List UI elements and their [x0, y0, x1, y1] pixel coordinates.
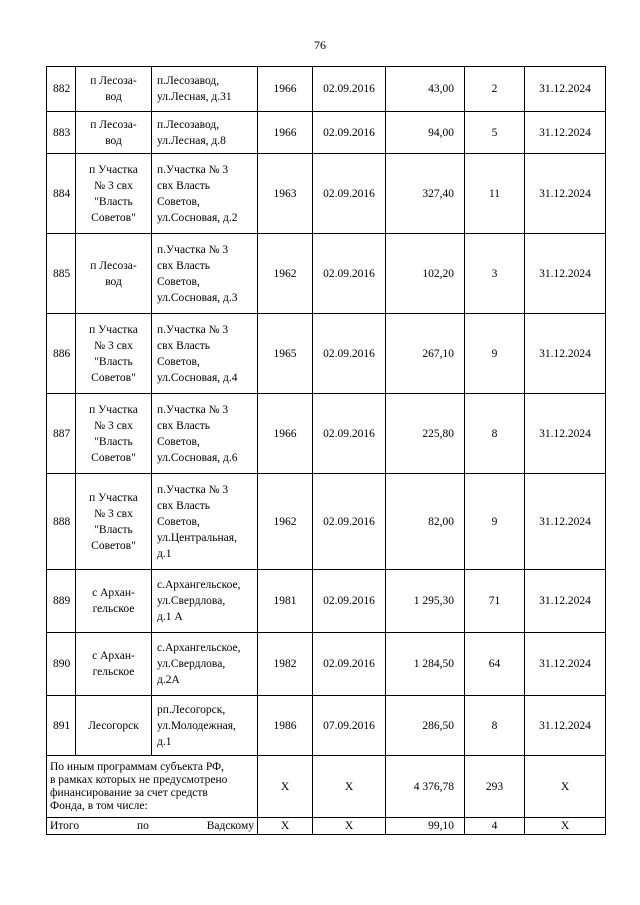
date-cell: 02.09.2016 [313, 570, 386, 633]
address-line: с.Архангельское, [157, 579, 241, 591]
locality-cell [76, 154, 152, 234]
year-cell: 1962 [258, 474, 313, 570]
address-line: с.Архангельское, [157, 642, 241, 654]
area-cell: 102,20 [386, 234, 465, 314]
address-line: свх Власть [157, 499, 211, 512]
table-body [47, 67, 606, 835]
area-cell: 327,40 [386, 154, 465, 234]
total-area: 99,10 [386, 818, 465, 835]
locality-cell [76, 112, 152, 154]
date-cell: 02.09.2016 [313, 112, 386, 154]
table-row [47, 570, 606, 633]
summary-label [47, 756, 258, 818]
address-line: п.Участка № 3 [157, 243, 229, 256]
address-line: ул.Свердлова, [157, 658, 226, 670]
area-cell: 286,50 [386, 696, 465, 756]
year-cell: 1963 [258, 154, 313, 234]
area-cell: 267,10 [386, 314, 465, 394]
address-line: п.Участка № 3 [157, 483, 229, 496]
date-cell: 07.09.2016 [313, 696, 386, 756]
deadline-cell: 31.12.2024 [525, 696, 606, 756]
locality-cell [76, 314, 152, 394]
deadline-cell: 31.12.2024 [525, 234, 606, 314]
address-line: д.1 [157, 735, 172, 748]
row-number: 886 [47, 314, 76, 394]
residents-cell: 9 [465, 474, 525, 570]
locality-line: вод [105, 275, 122, 288]
locality-cell [76, 234, 152, 314]
locality-line: гельское [92, 666, 135, 678]
area-cell: 225,80 [386, 394, 465, 474]
residents-cell: 71 [465, 570, 525, 633]
address-cell [152, 112, 258, 154]
date-cell: 02.09.2016 [313, 234, 386, 314]
address-cell [152, 570, 258, 633]
locality-line: Советов" [91, 539, 136, 552]
address-line: п.Участка № 3 [157, 403, 229, 416]
year-cell: 1966 [258, 394, 313, 474]
address-line: п.Лесозавод, [157, 118, 220, 131]
year-cell: 1981 [258, 570, 313, 633]
deadline-cell: 31.12.2024 [525, 67, 606, 112]
locality-cell [76, 633, 152, 696]
address-line: свх Власть [157, 339, 211, 352]
address-line: Советов, [157, 195, 200, 208]
address-line: д.2А [157, 674, 180, 686]
address-line: Советов, [157, 275, 200, 288]
locality-cell [76, 474, 152, 570]
locality-line: № 3 свх [94, 507, 133, 520]
address-line: Советов, [157, 435, 200, 448]
address-cell [152, 314, 258, 394]
address-line: ул.Сосновая, д.2 [157, 211, 238, 224]
total-year: X [258, 818, 313, 835]
total-label-word: Вадскому [206, 819, 254, 832]
locality-line: п Участка [89, 491, 138, 504]
locality-line: с Архан- [92, 650, 135, 662]
residents-cell: 5 [465, 112, 525, 154]
date-cell: 02.09.2016 [313, 154, 386, 234]
locality-line: "Власть [94, 523, 133, 536]
locality-cell [76, 696, 152, 756]
address-line: ул.Сосновая, д.4 [157, 371, 238, 384]
locality-line: п Участка [89, 403, 138, 416]
locality-line: Лесогорск [88, 719, 139, 732]
address-line: ул.Молодежная, [157, 719, 236, 732]
locality-line: Советов" [91, 211, 136, 224]
locality-line: вод [105, 91, 122, 103]
row-number: 890 [47, 633, 76, 696]
area-cell: 94,00 [386, 112, 465, 154]
total-row [47, 818, 606, 835]
row-number: 887 [47, 394, 76, 474]
table-row [47, 394, 606, 474]
locality-line: "Власть [94, 355, 133, 368]
address-cell [152, 154, 258, 234]
address-line: ул.Свердлова, [157, 595, 226, 607]
year-cell: 1962 [258, 234, 313, 314]
address-line: д.1 А [157, 611, 183, 623]
table-row [47, 234, 606, 314]
summary-year: X [258, 756, 313, 818]
date-cell: 02.09.2016 [313, 67, 386, 112]
row-number: 884 [47, 154, 76, 234]
date-cell: 02.09.2016 [313, 314, 386, 394]
address-cell [152, 474, 258, 570]
address-line: ул.Сосновая, д.3 [157, 291, 238, 304]
address-cell [152, 67, 258, 112]
summary-label-line: в рамках которых не предусмотрено [50, 773, 228, 786]
address-line: свх Власть [157, 259, 211, 272]
address-cell [152, 696, 258, 756]
table-row [47, 696, 606, 756]
row-number: 889 [47, 570, 76, 633]
row-number: 883 [47, 112, 76, 154]
locality-line: п Участка [89, 163, 138, 176]
locality-line: № 3 свх [94, 419, 133, 432]
deadline-cell: 31.12.2024 [525, 633, 606, 696]
table-row [47, 633, 606, 696]
locality-line: № 3 свх [94, 339, 133, 352]
locality-line: Советов" [91, 451, 136, 464]
date-cell: 02.09.2016 [313, 474, 386, 570]
date-cell: 02.09.2016 [313, 394, 386, 474]
address-line: ул.Лесная, д.31 [157, 91, 232, 103]
deadline-cell: 31.12.2024 [525, 394, 606, 474]
address-line: ул.Центральная, [157, 531, 237, 544]
area-cell: 1 295,30 [386, 570, 465, 633]
residents-cell: 11 [465, 154, 525, 234]
locality-line: вод [105, 134, 122, 147]
area-cell: 43,00 [386, 67, 465, 112]
total-label-word: Итого [50, 819, 80, 832]
year-cell: 1986 [258, 696, 313, 756]
locality-cell [76, 394, 152, 474]
locality-cell [76, 67, 152, 112]
table-row [47, 154, 606, 234]
page-number: 76 [314, 38, 326, 52]
address-line: свх Власть [157, 419, 211, 432]
date-cell: 02.09.2016 [313, 633, 386, 696]
deadline-cell: 31.12.2024 [525, 570, 606, 633]
address-line: рп.Лесогорск, [157, 703, 226, 716]
summary-area: 4 376,78 [386, 756, 465, 818]
housing-table [46, 66, 606, 835]
residents-cell: 2 [465, 67, 525, 112]
summary-date: X [313, 756, 386, 818]
address-line: ул.Лесная, д.8 [157, 134, 226, 147]
address-cell [152, 234, 258, 314]
table-row [47, 112, 606, 154]
summary-residents: 293 [465, 756, 525, 818]
year-cell: 1982 [258, 633, 313, 696]
summary-label-line: финансирование за счет средств [50, 786, 208, 799]
area-cell: 1 284,50 [386, 633, 465, 696]
row-number: 888 [47, 474, 76, 570]
locality-line: гельское [92, 603, 135, 615]
locality-line: "Власть [94, 195, 133, 208]
locality-cell [76, 570, 152, 633]
total-label [47, 818, 258, 835]
locality-line: "Власть [94, 435, 133, 448]
residents-cell: 8 [465, 394, 525, 474]
address-cell [152, 394, 258, 474]
locality-line: п Участка [89, 323, 138, 336]
total-date: X [313, 818, 386, 835]
residents-cell: 64 [465, 633, 525, 696]
row-number: 882 [47, 67, 76, 112]
residents-cell: 9 [465, 314, 525, 394]
summary-label-line: Фонда, в том числе: [50, 799, 148, 812]
residents-cell: 3 [465, 234, 525, 314]
locality-line: с Архан- [92, 587, 135, 599]
deadline-cell: 31.12.2024 [525, 154, 606, 234]
summary-row [47, 756, 606, 818]
total-label-word: по [136, 819, 149, 832]
row-number: 885 [47, 234, 76, 314]
locality-line: п Лесоза- [90, 259, 137, 272]
locality-line: п Лесоза- [90, 75, 137, 87]
address-line: д.1 [157, 547, 172, 560]
year-cell: 1966 [258, 112, 313, 154]
area-cell: 82,00 [386, 474, 465, 570]
address-line: Советов, [157, 515, 200, 528]
locality-line: Советов" [91, 371, 136, 384]
address-cell [152, 633, 258, 696]
table-row [47, 314, 606, 394]
address-line: Советов, [157, 355, 200, 368]
table-row [47, 67, 606, 112]
summary-deadline: X [525, 756, 606, 818]
deadline-cell: 31.12.2024 [525, 314, 606, 394]
year-cell: 1965 [258, 314, 313, 394]
total-deadline: X [525, 818, 606, 835]
residents-cell: 8 [465, 696, 525, 756]
row-number: 891 [47, 696, 76, 756]
year-cell: 1966 [258, 67, 313, 112]
total-residents: 4 [465, 818, 525, 835]
address-line: п.Участка № 3 [157, 323, 229, 336]
deadline-cell: 31.12.2024 [525, 474, 606, 570]
deadline-cell: 31.12.2024 [525, 112, 606, 154]
table-row [47, 474, 606, 570]
summary-label-line: По иным программам субъекта РФ, [50, 760, 224, 773]
locality-line: п Лесоза- [90, 118, 137, 131]
address-line: ул.Сосновая, д.6 [157, 451, 238, 464]
address-line: п.Участка № 3 [157, 163, 229, 176]
address-line: свх Власть [157, 179, 211, 192]
address-line: п.Лесозавод, [157, 75, 220, 87]
locality-line: № 3 свх [94, 179, 133, 192]
